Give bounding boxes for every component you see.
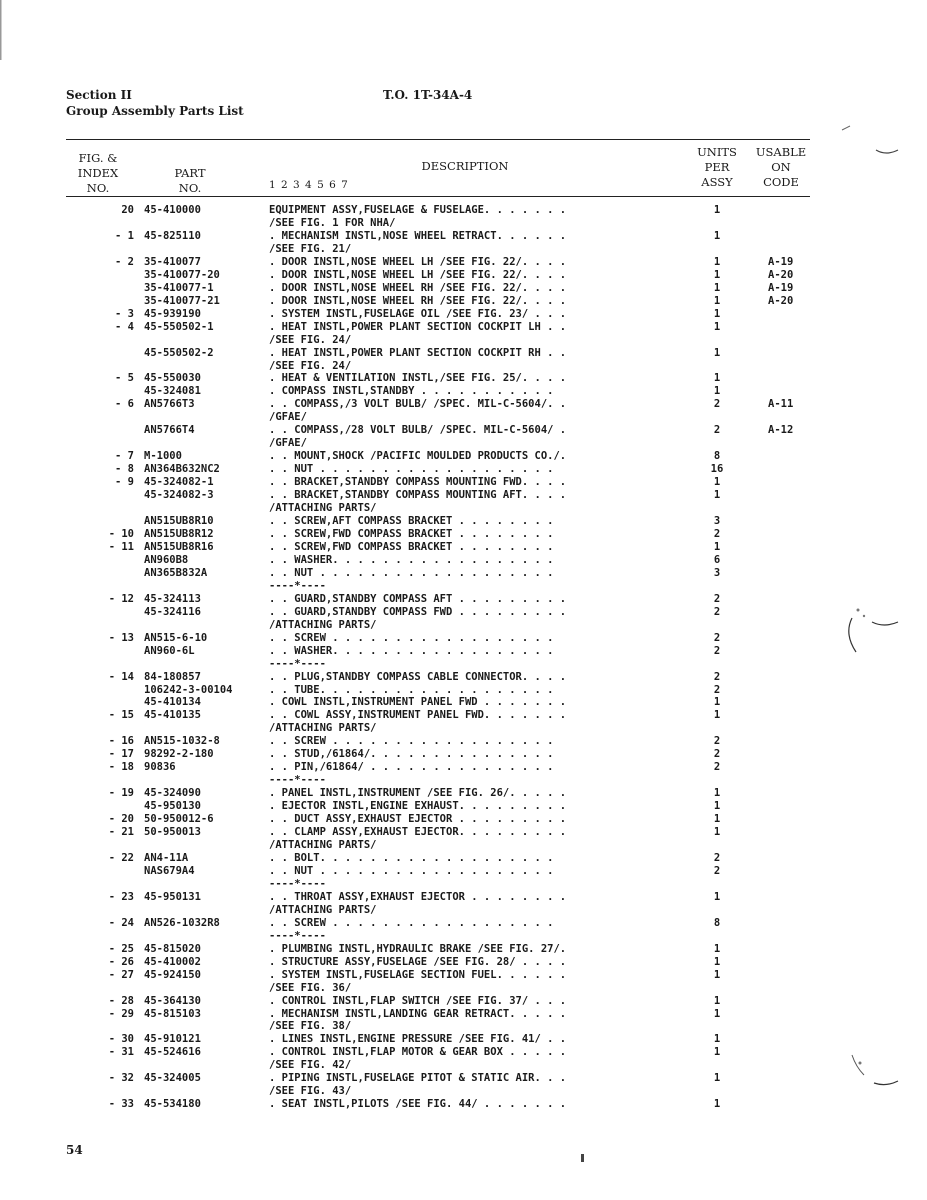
description: . DOOR INSTL,NOSE WHEEL RH /SEE FIG. 22/. . . . [269,281,567,294]
description: . . NUT . . . . . . . . . . . . . . . . . . . [269,864,554,877]
usable-on-code: A-11 [768,398,794,411]
description: EQUIPMENT ASSY,FUSELAGE & FUSELAGE. . . . . . . [269,204,567,216]
fig-index: - 14 [108,670,134,683]
part-number: 45-364130 [144,994,201,1007]
scan-speck [578,1152,588,1166]
units-per-assy: 1 [713,540,721,553]
part-number: 45-324090 [144,787,201,800]
col-part-heading: PART NO. [174,166,206,195]
margin-mark-middle [842,598,902,658]
fig-index: - 6 [115,398,134,411]
fig-index: - 25 [108,942,134,955]
part-number: 45-410000 [144,204,201,216]
part-number: 45-950130 [144,800,201,813]
fig-index: - 23 [108,890,134,903]
usable-on-code: A-19 [768,255,794,268]
fig-index: 20 [121,204,134,216]
fig-index: - 26 [108,955,134,968]
part-number: 45-910121 [144,1033,201,1046]
description: . . GUARD,STANDBY COMPASS AFT . . . . . . . . . [269,592,567,605]
part-number: 45-410134 [144,696,201,709]
description: /ATTACHING PARTS/ [269,502,377,515]
usable-on-code: A-20 [768,268,794,281]
part-number: AN960B8 [144,553,189,566]
fig-index: - 22 [108,852,134,864]
part-number: 98292-2-180 [144,748,214,761]
units-per-assy: 6 [713,553,721,566]
part-number: AN364B632NC2 [144,463,220,476]
fig-index: - 2 [115,255,134,268]
part-number: 35-410077-21 [144,294,220,307]
units-per-assy: 1 [713,1046,721,1059]
usable-on-code: A-20 [768,294,794,307]
description: . . STUD,/61864/. . . . . . . . . . . . . . . [269,748,554,761]
units-per-assy: 1 [713,1072,721,1085]
description: . . COWL ASSY,INSTRUMENT PANEL FWD. . . . . . . [269,709,567,722]
description: /SEE FIG. 21/ [269,242,352,255]
units-per-assy: 1 [713,268,721,281]
part-number: 45-825110 [144,229,201,242]
part-number: 35-410077 [144,255,201,268]
description: . EJECTOR INSTL,ENGINE EXHAUST. . . . . . . . . [269,800,567,813]
description: /ATTACHING PARTS/ [269,618,377,631]
units-per-assy: 1 [713,709,721,722]
col-levels-heading: 1 2 3 4 5 6 7 [269,179,349,191]
units-per-assy: 1 [713,994,721,1007]
description: . CONTROL INSTL,FLAP MOTOR & GEAR BOX . . . . . [269,1046,567,1059]
units-per-assy: 1 [713,489,721,502]
description: . DOOR INSTL,NOSE WHEEL RH /SEE FIG. 22/. . . . [269,294,567,307]
fig-index: - 29 [108,1007,134,1020]
part-number: 45-324082-3 [144,489,214,502]
description: . . BRACKET,STANDBY COMPASS MOUNTING FWD. . . . [269,476,567,489]
page-number: 54 [66,1143,83,1157]
units-per-assy: 1 [713,800,721,813]
description: . HEAT INSTL,POWER PLANT SECTION COCKPIT RH . . [269,346,567,359]
part-number: 45-324082-1 [144,476,214,489]
description: . . TUBE. . . . . . . . . . . . . . . . . . . [269,683,554,696]
fig-index: - 15 [108,709,134,722]
part-number: 45-550030 [144,372,201,385]
units-per-assy: 1 [713,372,721,385]
units-per-assy: 1 [713,1007,721,1020]
description: . STRUCTURE ASSY,FUSELAGE /SEE FIG. 28/ . . . . [269,955,567,968]
description: /GFAE/ [269,411,307,424]
units-per-assy: 1 [713,385,721,398]
units-per-assy: 1 [713,813,721,826]
part-number: 50-950013 [144,826,201,839]
description: ----*---- [269,774,326,787]
description: . MECHANISM INSTL,NOSE WHEEL RETRACT. . . . . . [269,229,567,242]
units-per-assy: 2 [713,644,721,657]
col-usable-heading: USABLE ON CODE [755,145,807,189]
part-number: AN5766T4 [144,424,195,437]
part-number: 45-524616 [144,1046,201,1059]
units-per-assy: 1 [713,826,721,839]
fig-index: - 28 [108,994,134,1007]
fig-index: - 8 [115,463,134,476]
description: . . SCREW . . . . . . . . . . . . . . . . . . [269,735,554,748]
part-number: AN515UB8R16 [144,540,214,553]
description: . SYSTEM INSTL,FUSELAGE OIL /SEE FIG. 23/ . . . [269,307,567,320]
units-per-assy: 2 [713,528,721,540]
description: /SEE FIG. 24/ [269,359,352,372]
part-number: 35-410077-20 [144,268,220,281]
description: /SEE FIG. 38/ [269,1020,352,1033]
units-per-assy: 1 [713,696,721,709]
part-number: AN515UB8R10 [144,515,214,528]
units-per-assy: 2 [713,670,721,683]
fig-index: - 13 [108,631,134,644]
units-per-assy: 8 [713,450,721,463]
units-per-assy: 1 [713,204,721,216]
part-number: 45-410135 [144,709,201,722]
part-number: 45-815103 [144,1007,201,1020]
part-number: 45-324113 [144,592,201,605]
description: . COMPASS INSTL,STANDBY . . . . . . . . . . . [269,385,554,398]
description: . . SCREW,FWD COMPASS BRACKET . . . . . . . . [269,540,554,553]
description: . . DUCT ASSY,EXHAUST EJECTOR . . . . . . . . . [269,813,567,826]
units-per-assy: 2 [713,424,721,437]
top-rule [66,139,810,140]
part-number: M-1000 [144,450,182,463]
usable-on-code: A-19 [768,281,794,294]
description: /SEE FIG. 43/ [269,1085,352,1098]
description: . . GUARD,STANDBY COMPASS FWD . . . . . . . . . [269,605,567,618]
margin-mark-bottom [842,1045,902,1095]
units-per-assy: 2 [713,852,721,864]
fig-index: - 9 [115,476,134,489]
part-number: 45-550502-1 [144,320,214,333]
description: . MECHANISM INSTL,LANDING GEAR RETRACT. . . . . [269,1007,567,1020]
part-number: 45-324081 [144,385,201,398]
description: . . NUT . . . . . . . . . . . . . . . . . . . [269,566,554,579]
units-per-assy: 1 [713,320,721,333]
part-number: 45-815020 [144,942,201,955]
description: . . COMPASS,/3 VOLT BULB/ /SPEC. MIL-C-5604/. . [269,398,567,411]
description: . HEAT & VENTILATION INSTL,/SEE FIG. 25/. . . . [269,372,567,385]
description: /SEE FIG. 24/ [269,333,352,346]
fig-index: - 27 [108,968,134,981]
description: /SEE FIG. 1 FOR NHA/ [269,216,396,229]
part-number: NAS679A4 [144,864,195,877]
description: . . COMPASS,/28 VOLT BULB/ /SPEC. MIL-C-5604/ . [269,424,567,437]
description: . SEAT INSTL,PILOTS /SEE FIG. 44/ . . . . . . . [269,1098,567,1111]
description: . . SCREW,AFT COMPASS BRACKET . . . . . . . . [269,515,554,528]
fig-index: - 4 [115,320,134,333]
units-per-assy: 1 [713,346,721,359]
part-number: 106242-3-00104 [144,683,233,696]
usable-on-code: A-12 [768,424,794,437]
units-per-assy: 1 [713,281,721,294]
fig-index: - 17 [108,748,134,761]
part-number: AN526-1032R8 [144,916,220,929]
units-per-assy: 1 [713,229,721,242]
units-per-assy: 16 [710,463,724,476]
part-number: AN4-11A [144,852,189,864]
margin-mark-top [840,120,900,170]
description: ----*---- [269,579,326,592]
fig-index: - 31 [108,1046,134,1059]
description: . PANEL INSTL,INSTRUMENT /SEE FIG. 26/. . . . . [269,787,567,800]
fig-index: - 21 [108,826,134,839]
description: . LINES INSTL,ENGINE PRESSURE /SEE FIG. 41/ . . [269,1033,567,1046]
col-units-heading: UNITS PER ASSY [697,145,737,189]
part-number: 50-950012-6 [144,813,214,826]
description: . PLUMBING INSTL,HYDRAULIC BRAKE /SEE FIG. 27/. [269,942,567,955]
fig-index: - 32 [108,1072,134,1085]
description: . . BOLT. . . . . . . . . . . . . . . . . . . [269,852,554,864]
fig-index: - 18 [108,761,134,774]
description: . SYSTEM INSTL,FUSELAGE SECTION FUEL. . . . . . [269,968,567,981]
description: /GFAE/ [269,437,307,450]
fig-index: - 1 [115,229,134,242]
description: . DOOR INSTL,NOSE WHEEL LH /SEE FIG. 22/. . . . [269,255,567,268]
description: ----*---- [269,877,326,890]
fig-index: - 10 [108,528,134,540]
fig-index: - 19 [108,787,134,800]
part-number: 90836 [144,761,176,774]
description: /ATTACHING PARTS/ [269,839,377,852]
units-per-assy: 1 [713,890,721,903]
description: . HEAT INSTL,POWER PLANT SECTION COCKPIT LH . . [269,320,567,333]
units-per-assy: 1 [713,255,721,268]
fig-index: - 16 [108,735,134,748]
description: . . WASHER. . . . . . . . . . . . . . . . . . [269,644,554,657]
part-number: 45-410002 [144,955,201,968]
description: . CONTROL INSTL,FLAP SWITCH /SEE FIG. 37/ . . . [269,994,567,1007]
units-per-assy: 1 [713,307,721,320]
fig-index: - 24 [108,916,134,929]
part-number: AN5766T3 [144,398,195,411]
units-per-assy: 2 [713,592,721,605]
part-number: AN960-6L [144,644,195,657]
units-per-assy: 3 [713,566,721,579]
group-label: Group Assembly Parts List [66,104,244,118]
units-per-assy: 1 [713,294,721,307]
fig-index: - 3 [115,307,134,320]
section-label: Section II [66,88,132,102]
units-per-assy: 1 [713,968,721,981]
description: . . MOUNT,SHOCK /PACIFIC MOULDED PRODUCTS CO./. [269,450,567,463]
description: . . SCREW,FWD COMPASS BRACKET . . . . . . . . [269,528,554,540]
description: . . NUT . . . . . . . . . . . . . . . . . . . [269,463,554,476]
scan-edge [0,0,4,60]
part-number: AN515UB8R12 [144,528,214,540]
description: . . SCREW . . . . . . . . . . . . . . . . . . [269,916,554,929]
description: /ATTACHING PARTS/ [269,903,377,916]
part-number: 84-180857 [144,670,201,683]
part-number: AN365B832A [144,566,208,579]
header-bottom-rule [66,196,810,197]
to-number: T.O. 1T-34A-4 [383,88,473,102]
description: . . PIN,/61864/ . . . . . . . . . . . . . . . [269,761,554,774]
part-number: 45-550502-2 [144,346,214,359]
units-per-assy: 2 [713,398,721,411]
description: . . BRACKET,STANDBY COMPASS MOUNTING AFT. . . . [269,489,567,502]
description: /SEE FIG. 36/ [269,981,352,994]
part-number: 45-924150 [144,968,201,981]
units-per-assy: 2 [713,761,721,774]
part-number: AN515-6-10 [144,631,208,644]
units-per-assy: 1 [713,1033,721,1046]
units-per-assy: 2 [713,735,721,748]
part-number: AN515-1032-8 [144,735,220,748]
units-per-assy: 1 [713,942,721,955]
part-number: 45-939190 [144,307,201,320]
col-fig-heading: FIG. & INDEX NO. [77,151,119,195]
part-number: 45-950131 [144,890,201,903]
description: . . THROAT ASSY,EXHAUST EJECTOR . . . . . . . . [269,890,567,903]
units-per-assy: 1 [713,1098,721,1111]
description: /SEE FIG. 42/ [269,1059,352,1072]
description: ----*---- [269,657,326,670]
description: . COWL INSTL,INSTRUMENT PANEL FWD . . . . . . . [269,696,567,709]
description: . DOOR INSTL,NOSE WHEEL LH /SEE FIG. 22/. . . . [269,268,567,281]
fig-index: - 12 [108,592,134,605]
description: . . CLAMP ASSY,EXHAUST EJECTOR. . . . . . . . . [269,826,567,839]
units-per-assy: 1 [713,955,721,968]
units-per-assy: 1 [713,476,721,489]
fig-index: - 30 [108,1033,134,1046]
units-per-assy: 2 [713,864,721,877]
part-number: 45-534180 [144,1098,201,1111]
units-per-assy: 2 [713,748,721,761]
units-per-assy: 2 [713,683,721,696]
description: . . WASHER. . . . . . . . . . . . . . . . . . [269,553,554,566]
description: /ATTACHING PARTS/ [269,722,377,735]
units-per-assy: 8 [713,916,721,929]
units-per-assy: 2 [713,605,721,618]
col-description-heading: DESCRIPTION [421,159,509,173]
units-per-assy: 3 [713,515,721,528]
fig-index: - 11 [108,540,134,553]
part-number: 35-410077-1 [144,281,214,294]
description: . . SCREW . . . . . . . . . . . . . . . . . . [269,631,554,644]
fig-index: - 33 [108,1098,134,1111]
units-per-assy: 2 [713,631,721,644]
description: . PIPING INSTL,FUSELAGE PITOT & STATIC AIR. . . [269,1072,567,1085]
fig-index: - 20 [108,813,134,826]
part-number: 45-324116 [144,605,201,618]
fig-index: - 5 [115,372,134,385]
part-number: 45-324005 [144,1072,201,1085]
units-per-assy: 1 [713,787,721,800]
description: ----*---- [269,929,326,942]
description: . . PLUG,STANDBY COMPASS CABLE CONNECTOR. . . . [269,670,567,683]
fig-index: - 7 [115,450,134,463]
